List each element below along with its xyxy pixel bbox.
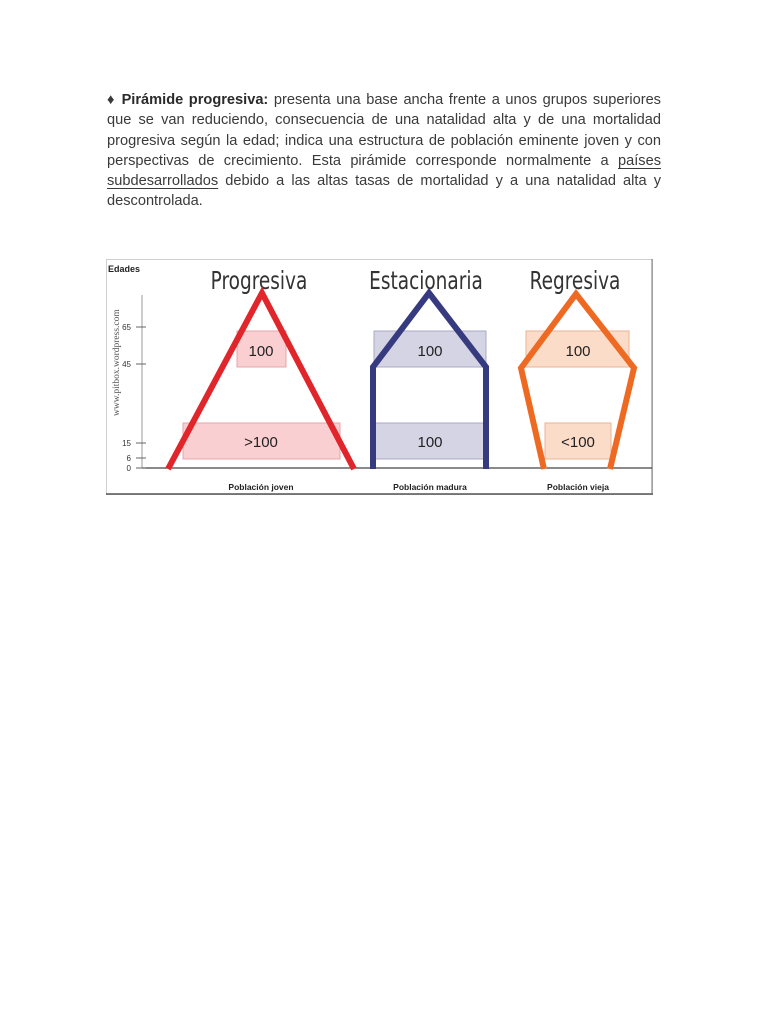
caption-regresiva: Población vieja bbox=[547, 482, 609, 492]
paragraph-text-2: debido a las altas tasas de mortalidad y a una natalidad alta y descontrolada. bbox=[107, 173, 661, 210]
caption-progresiva: Población joven bbox=[228, 482, 294, 492]
paragraph-heading: Pirámide progresiva: bbox=[121, 92, 269, 108]
value-bottom-estacionaria: 100 bbox=[417, 434, 443, 451]
y-axis-label: Edades bbox=[108, 264, 141, 274]
tick-label-45: 45 bbox=[122, 360, 131, 369]
title-estacionaria: Estacionaria bbox=[369, 267, 483, 296]
title-progresiva: Progresiva bbox=[210, 267, 308, 296]
value-bottom-regresiva: <100 bbox=[561, 434, 595, 451]
value-top-regresiva: 100 bbox=[565, 343, 591, 360]
tick-label-6: 6 bbox=[126, 454, 131, 463]
pyramids-svg bbox=[106, 259, 653, 495]
paragraph-text-1: presenta una base ancha frente a unos grupos superiores que se van reduciendo, consecuencia de una natalidad alta y de una mortalidad progresiva según la edad; indica una estructura de población eminente joven y con perspectivas de crecimiento. Esta pirámide corresponde normalmente a bbox=[107, 92, 661, 169]
bullet-icon: ♦ bbox=[107, 92, 116, 108]
caption-estacionaria: Población madura bbox=[393, 482, 467, 492]
title-regresiva: Regresiva bbox=[529, 267, 621, 296]
watermark-text: www.pitbox.wordpress.com bbox=[112, 309, 122, 416]
description-paragraph bbox=[107, 90, 661, 212]
paises-subdesarrollados-link[interactable]: países subdesarrollados bbox=[107, 152, 661, 190]
tick-label-15: 15 bbox=[122, 439, 131, 448]
population-pyramids-figure bbox=[106, 259, 653, 495]
value-top-progresiva: 100 bbox=[248, 343, 274, 360]
tick-label-0: 0 bbox=[126, 464, 131, 473]
tick-label-65: 65 bbox=[122, 323, 131, 332]
value-bottom-progresiva: >100 bbox=[244, 434, 278, 451]
value-top-estacionaria: 100 bbox=[417, 343, 443, 360]
